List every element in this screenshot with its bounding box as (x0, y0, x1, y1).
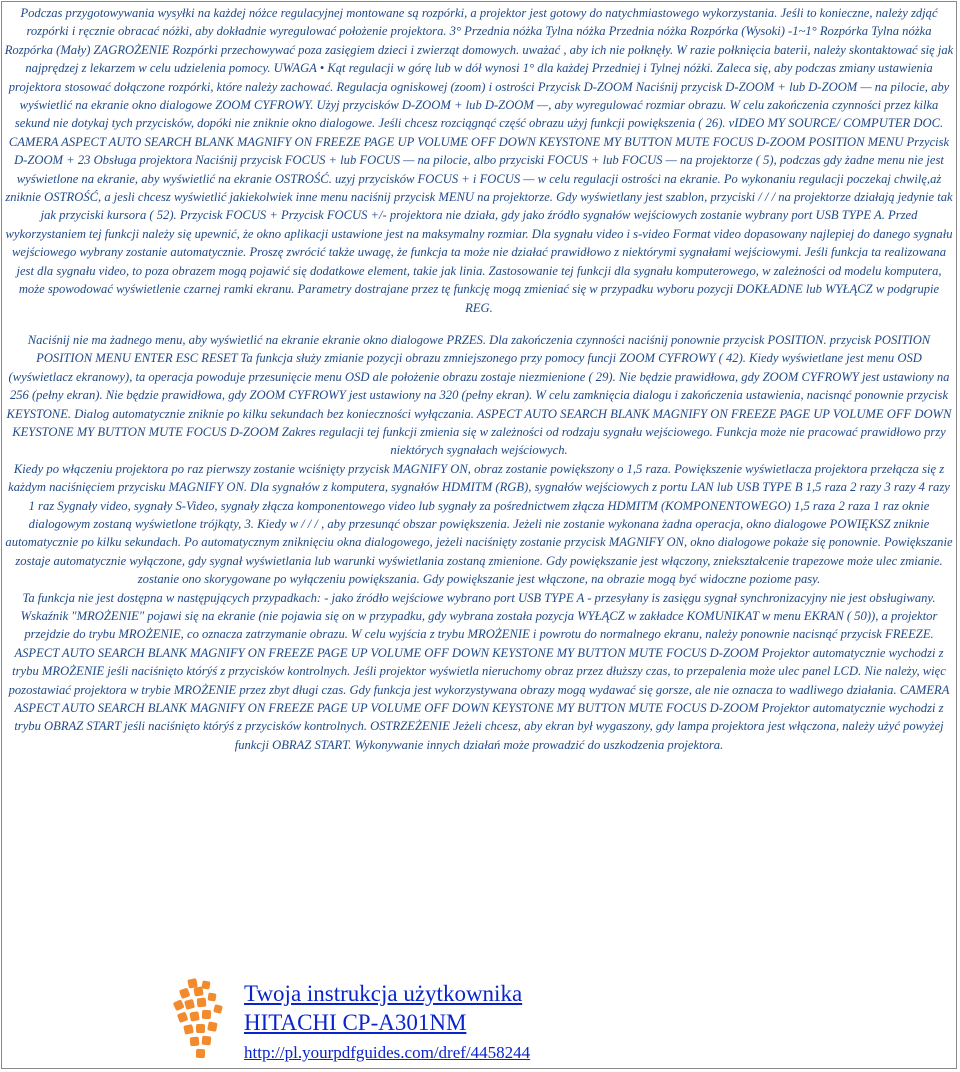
url-link[interactable]: http://pl.yourpdfguides.com/dref/4458244 (244, 1043, 531, 1062)
paragraph-position-keystone: Naciśnij nie ma żadnego menu, aby wyświetlić na ekranie ekranie okno dialogowe PRZES. Dla zakończenia czynności naciśnij ponownie przycisk POSITION. przycisk POSITION POSITION MENU ENTER ESC RESET Ta funkcja służy zmianie pozycji obrazu zmniejszonego przy pomocy funcji ZOOM CYFROWY ( 42). Kiedy wyświetlane jest menu OSD (wyświetlacz ekranowy), ta operacja powoduje przesunięcie menu OSD ale położenie obrazu zostaje niezmienione ( 29). Nie będzie prawidłowa, gdy ZOOM CYFROWY jest ustawiony na 256 (pełny ekran). Nie będzie prawidłowa, gdy ZOOM CYFROWY jest ustawiony na 320 (pełny ekran). W celu zamknięcia dialogu i zakończenia ustawienia, nacisnąć ponownie przycisk KEYSTONE. Dialog automatycznie zniknie po kilku sekundach bez konieczności wyłączania. ASPECT AUTO SEARCH BLANK MAGNIFY ON FREEZE PAGE UP VOLUME OFF DOWN KEYSTONE MY BUTTON MUTE FOCUS D-ZOOM Zakres regulacji tej funkcji zmienia się w zależności od rodzaju sygnału wejściowego. Funkcja może nie pracować prawidłowo przy niektórych sygnałach wejściowych. (6, 332, 952, 458)
hand-pointer-icon (170, 975, 230, 1065)
paragraph-freeze: Ta funkcja nie jest dostępna w następujących przypadkach: - jako źródło wejściowe wybrano port USB TYPE A - przesyłany is zasięgu sygnał synchronizacyjny nie jest obsługiwany. Wskaźnik "MROŻENIE" pojawi się na ekranie (nie pojawia się on w przypadku, gdy wybrana została pozycja WYŁĄCZ w zakładce KOMUNIKAT w menu EKRAN ( 50)), a projektor przejdzie do trybu MROŻENIE, co oznacza zatrzymanie obrazu. W celu wyjścia z trybu MROŻENIE i powrotu do normalnego ekranu, należy ponownie nacisnąć przycisk FREEZE. ASPECT AUTO SEARCH BLANK MAGNIFY ON FREEZE PAGE UP VOLUME OFF DOWN KEYSTONE MY BUTTON MUTE FOCUS D-ZOOM Projektor automatycznie wychodzi z trybu MROŻENIE jeśli naciśnięto którýś z przycisków kontrolnych. Jeśli projektor wyświetla nieruchomy obraz przez dłuższy czas, to przepalenia może ulec panel LCD. Nie należy, więc pozostawiać projektora w trybie MROŻENIE przez zbyt długi czas. Gdy funkcja jest wykorzystywana obrazy mogą wydawać się gorsze, ale nie oznacza to wadliwego działania. CAMERA ASPECT AUTO SEARCH BLANK MAGNIFY ON FREEZE PAGE UP VOLUME OFF DOWN KEYSTONE MY BUTTON MUTE FOCUS D-ZOOM Projektor automatycznie wychodzi z trybu OBRAZ START jeśli naciśnięto którýś z przycisków kontrolnych. OSTRZEŻENIE Jeżeli chcesz, aby ekran był wygaszony, gdy lampa projektora jest włączona, należy użyć powyżej funkcji OBRAZ START. Wykonywanie innych działań może prowadzić do uszkodzenia projektora. (8, 590, 950, 752)
paragraph-adjusters-zoom-focus: Podczas przygotowywania wysyłki na każdej nóżce regulacyjnej montowane są rozpórki, a projektor jest gotowy do natychmiastowego wykorzystania. Jeśli to konieczne, należy zdjąć rozpórki i ręcznie obracać nóżki, aby dokładnie wyregulować położenie projektora. 3° Przednia nóżka Tylna nóżka Przednia nóżka Rozpórka (Wysoki) -1~1° Rozpórka Tylna nóżka Rozpórka (Mały) ZAGROŻENIE Rozpórki przechowywać poza zasięgiem dzieci i zwierząt domowych. uważać , aby ich nie połknęły. W razie połknięcia baterii, należy skontaktować się jak najprędzej z lekarzem w celu udzielenia pomocy. UWAGA • Kąt regulacji w górę lub w dół wynosi 1° dla każdej Przedniej i Tylnej nóżki. Zaleca się, aby podczas zmiany ustawienia projektora stosować dołączone rozpórki, które należy zachować. Regulacja ogniskowej (zoom) i ostrości Przycisk D-ZOOM Naciśnij przycisk D-ZOOM + lub D-ZOOM — na pilocie, aby wyświetlić na ekranie okno dialogowe ZOOM CYFROWY. Użyj przycisków D-ZOOM + lub D-ZOOM —, aby wyregulować rozmiar obrazu. W celu zakończenia czynności przez kilka sekund nie dotykaj tych przycisków, dopóki nie zniknie okno dialogowe. Jeśli chcesz rozciągnąć część obrazu użyj funkcji powiększenia ( 26). vIDEO MY SOURCE/ COMPUTER DOC. CAMERA ASPECT AUTO SEARCH BLANK MAGNIFY ON FREEZE PAGE UP VOLUME OFF DOWN KEYSTONE MY BUTTON MUTE FOCUS D-ZOOM POSITION MENU Przycisk D-ZOOM + 23 Obsługa projektora Naciśnij przycisk FOCUS + lub FOCUS — na pilocie, albo przyciski FOCUS + lub FOCUS — na projektorze ( 5), podczas gdy żadne menu nie jest wyświetlone na ekranie, aby wyświetlić na ekranie OSTROŚĆ. uzyj przycisków FOCUS + i FOCUS — w celu regulacji ostrości na ekranie. Po wykonaniu regulacji poczekaj chwilę,aż zniknie OSTROŚĆ, a jesli chcesz wyświetlić jakiekolwiek inne menu naciśnij przycisk MENU na projektorze. Gdy wyświetlany jest szablon, przyciski / / / na projektorze działają jedynie tak jak przyciski kursora ( 52). Przycisk FOCUS + Przycisk FOCUS +/- projektora nie działa, gdy jako źródło sygnałów wejściowych zostanie wybrany port USB TYPE A. Przed wykorzystaniem tej funkcji należy się upewnić, że okno aplikacji ustawione jest na maksymalny rozmiar. Dla sygnału video i s-video Format video dopasowany najlepiej do danego sygnału wejściowego wybrany zostanie automatycznie. Proszę zwrócić także uwagę, że funkcja ta może nie działać prawidłowo z niektórymi sygnałami wejściowymi. Jeśli funkcja ta realizowana jest dla sygnału video, to poza obrazem mogą pojawić się dodatkowe element, takie jak linia. Zastosowanie tej funkcji dla sygnału komputerowego, w zależności od modelu komputera, może spowodować wyświetlenie czarnej ramki ekranu. Parametry dostrajane przez tę funkcję mogą zmieniać się w przypadku wyboru pozycji DOKŁADNE lub WYŁĄCZ w podgrupie REG. (4, 6, 954, 315)
footer (170, 975, 930, 1065)
document-body (4, 4, 954, 754)
paragraph-magnify: Kiedy po włączeniu projektora po raz pierwszy zostanie wciśnięty przycisk MAGNIFY ON, obraz zostanie powiększony o 1,5 raza. Powiększenie wyświetlacza projektora przełącza się z każdym naciśnięciem przycisku MAGNIFY ON. Dla sygnałów z komputera, sygnałów HDMITM (RGB), sygnałów wejściowych z portu LAN lub USB TYPE B 1,5 raza 2 razy 3 razy 4 razy 1 raz Sygnały video, sygnały S-Video, sygnały złącza komponentowego video lub sygnały za pośrednictwem złącza HDMITM (KOMPONENTOWEGO) 1,5 raza 2 raza 1 raz oknie dialogowym zostaną wyświetlone trójkąty, 3. Kiedy w / / / , aby przesunąć obszar powiększenia. Jeżeli nie zostanie wykonana żadna operacja, okno dialogowe POWIĘKSZ zniknie automatycznie po kilku sekundach. Po automatycznym zniknięciu okna dialogowego, jeżeli naciśnięty zostanie przycisk MAGNIFY ON, okno dialogowe pokaże się ponownie. Powiększanie zostaje automatycznie wyłączone, gdy sygnał wyświetlania lub warunki wyświetlania zostaną zmienione. Gdy powiększanie jest włączony, zniekształcenie trapezowe może ulec zmianie. zostanie ono skorygowane po wyłączeniu powiększania. Gdy powiększanie jest włączone, na obrazie mogą być widoczne poziome pasy. (5, 461, 953, 587)
paragraph-gap (4, 317, 954, 331)
footer-links (244, 979, 530, 1066)
model-link[interactable]: HITACHI CP-A301NM (244, 1010, 467, 1035)
manual-title-link[interactable]: Twoja instrukcja użytkownika (244, 981, 523, 1006)
